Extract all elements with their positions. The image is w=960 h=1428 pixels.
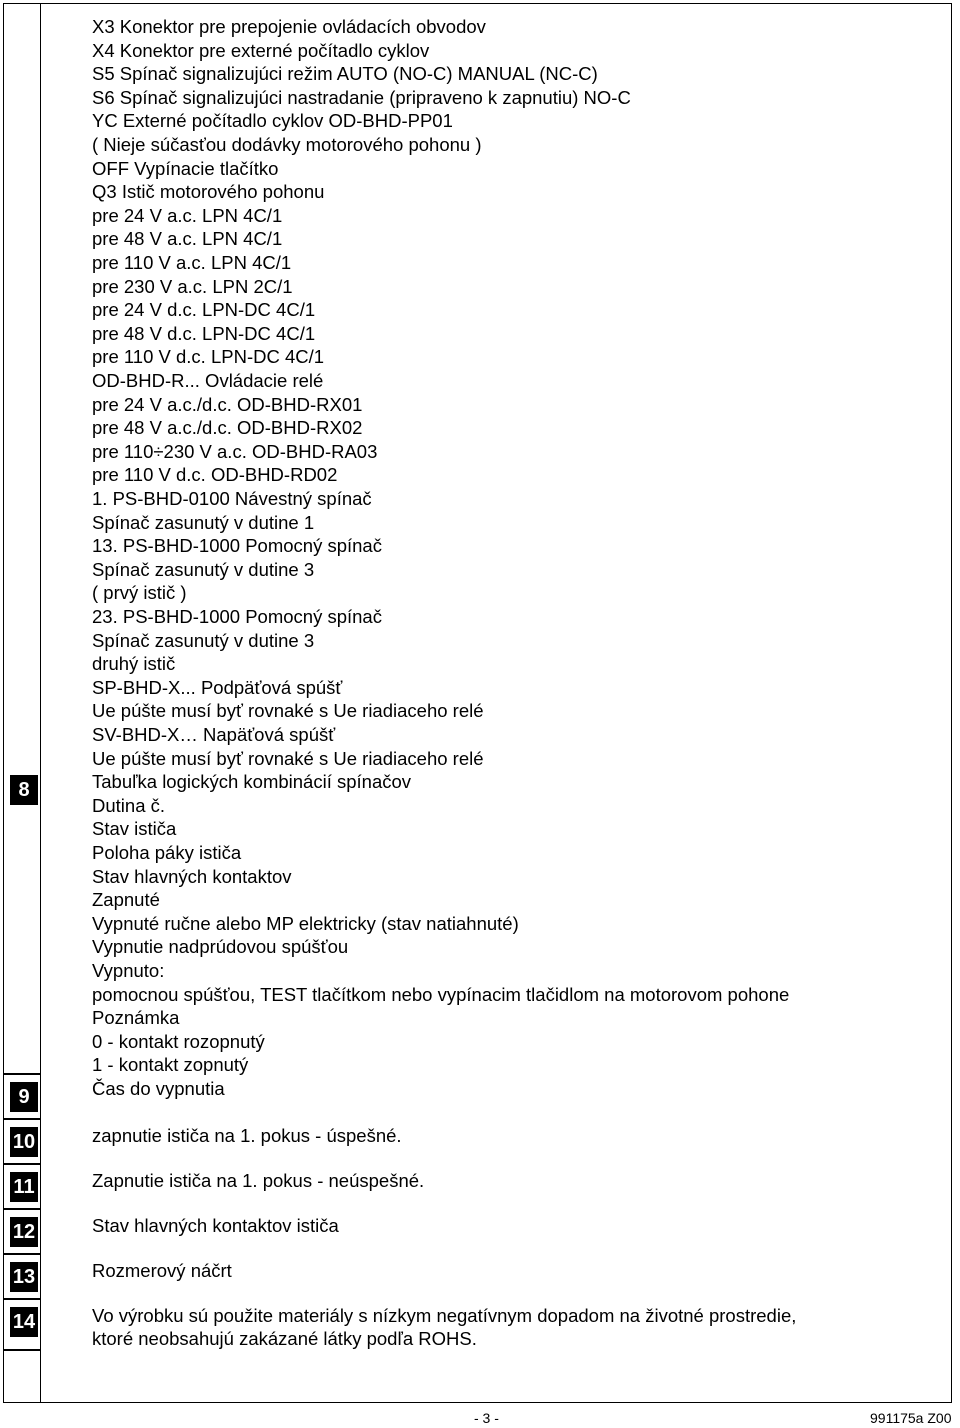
text-line: OFF Vypínacie tlačítko <box>92 157 279 179</box>
text-line: SV-BHD-X… Napäťová spúšť <box>92 724 336 745</box>
text-line: pre 110 V d.c. OD-BHD-RD02 <box>92 464 338 486</box>
text-line: Stav hlavných kontaktov ističa <box>92 1215 339 1236</box>
text-line: Spínač zasunutý v dutine 1 <box>92 511 315 533</box>
row-divider <box>3 1298 41 1300</box>
text-line: pre 230 V a.c. LPN 2C/1 <box>92 275 293 297</box>
text-line: 1. PS-BHD-0100 Návestný spínač <box>92 488 372 509</box>
text-line: Q3 Istič motorového pohonu <box>92 181 325 203</box>
text-line: S6 Spínač signalizujúci nastradanie (pripraveno k zapnutiu) NO-C <box>92 86 631 108</box>
text-line: Ue púšte musí byť rovnaké s Ue riadiaceho relé <box>92 700 484 722</box>
text-line: pre 24 V d.c. LPN-DC 4C/1 <box>92 299 316 321</box>
row-divider <box>3 1163 41 1165</box>
section-number-badge: 8 <box>10 775 38 805</box>
text-line: Vypnuto: <box>92 960 165 981</box>
text-line: Stav hlavných kontaktov <box>92 865 292 887</box>
text-line: SP-BHD-X... Podpäťová spúšť <box>92 676 343 698</box>
text-line: Poloha páky ističa <box>92 842 242 863</box>
text-line: 1 - kontakt zopnutý <box>92 1054 249 1076</box>
section-number-badge: 10 <box>10 1127 38 1157</box>
text-line: Vypnutie nadprúdovou spúšťou <box>92 936 349 958</box>
text-line: pre 48 V a.c. LPN 4C/1 <box>92 228 283 250</box>
text-line: Stav ističa <box>92 818 177 840</box>
text-line: Zapnuté <box>92 889 160 911</box>
text-line: ( Nieje súčasťou dodávky motorového pohonu ) <box>92 134 482 155</box>
section-number-badge: 11 <box>10 1172 38 1202</box>
row-divider <box>3 1208 41 1210</box>
text-line: Spínač zasunutý v dutine 3 <box>92 558 315 580</box>
document-id: 991175a Z00 <box>870 1410 952 1426</box>
text-line: Čas do vypnutia <box>92 1078 225 1099</box>
text-line: Spínač zasunutý v dutine 3 <box>92 629 315 651</box>
text-line: Ue púšte musí byť rovnaké s Ue riadiaceho relé <box>92 747 484 769</box>
text-line: Zapnutie ističa na 1. pokus - neúspešné. <box>92 1170 425 1191</box>
text-line: 0 - kontakt rozopnutý <box>92 1030 265 1052</box>
text-line: Rozmerový náčrt <box>92 1260 232 1281</box>
text-line: pomocnou spúšťou, TEST tlačítkom nebo vypínacim tlačidlom na motorovom pohone <box>92 983 790 1005</box>
row-divider <box>3 1253 41 1255</box>
text-line: zapnutie ističa na 1. pokus - úspešné. <box>92 1125 402 1146</box>
row-divider <box>3 1073 41 1075</box>
text-line: S5 Spínač signalizujúci režim AUTO (NO-C) MANUAL (NC-C) <box>92 63 598 85</box>
text-line: OD-BHD-R... Ovládacie relé <box>92 370 324 391</box>
text-line: YC Externé počítadlo cyklov OD-BHD-PP01 <box>92 110 453 132</box>
text-line: 23. PS-BHD-1000 Pomocný spínač <box>92 606 382 627</box>
text-line: Tabuľka logických kombinácií spínačov <box>92 771 412 793</box>
section-number-badge: 13 <box>10 1262 38 1292</box>
text-line: druhý istič <box>92 653 176 675</box>
text-line: pre 48 V d.c. LPN-DC 4C/1 <box>92 322 316 344</box>
text-line: pre 110 V a.c. LPN 4C/1 <box>92 252 292 273</box>
text-line: ( prvý istič ) <box>92 582 187 604</box>
text-line: pre 48 V a.c./d.c. OD-BHD-RX02 <box>92 417 363 439</box>
text-line: Poznámka <box>92 1007 180 1029</box>
page-number: - 3 - <box>474 1410 499 1426</box>
section-number-badge: 9 <box>10 1082 38 1112</box>
text-line: pre 110÷230 V a.c. OD-BHD-RA03 <box>92 440 378 462</box>
text-line: X4 Konektor pre externé počítadlo cyklov <box>92 39 430 61</box>
row-divider <box>3 1349 41 1351</box>
section-number-badge: 12 <box>10 1217 38 1247</box>
text-line: ktoré neobsahujú zakázané látky podľa ROHS. <box>92 1328 477 1349</box>
text-line: pre 110 V d.c. LPN-DC 4C/1 <box>92 346 325 368</box>
text-line: pre 24 V a.c./d.c. OD-BHD-RX01 <box>92 393 363 415</box>
text-line: 13. PS-BHD-1000 Pomocný spínač <box>92 535 382 557</box>
text-line: X3 Konektor pre prepojenie ovládacích obvodov <box>92 16 486 37</box>
text-line: pre 24 V a.c. LPN 4C/1 <box>92 204 283 226</box>
text-line: Dutina č. <box>92 794 166 816</box>
section-number-badge: 14 <box>10 1307 38 1337</box>
text-line: Vypnuté ručne alebo MP elektricky (stav natiahnuté) <box>92 912 519 934</box>
text-line: Vo výrobku sú použite materiály s nízkym negatívnym dopadom na životné prostredie, <box>92 1305 797 1326</box>
row-divider <box>3 1118 41 1120</box>
